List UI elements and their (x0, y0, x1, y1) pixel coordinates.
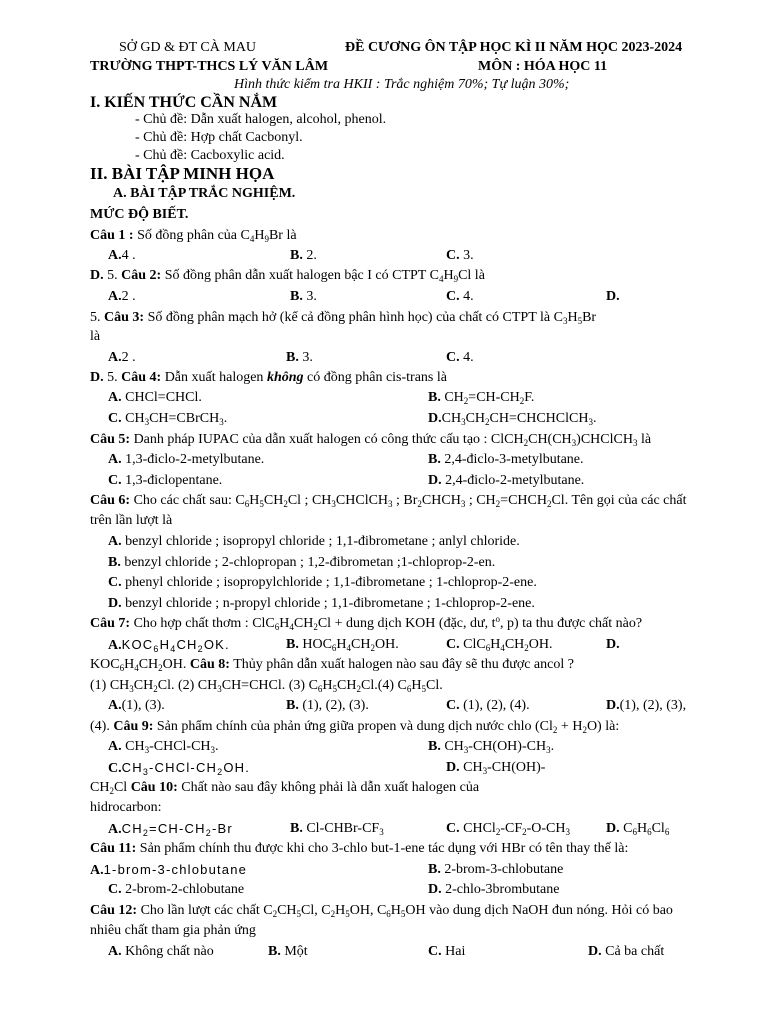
q5-option-b[interactable]: B. 2,4-điclo-3-metylbutane. (428, 452, 584, 467)
topic-2: - Chủ đề: Hợp chất Cacbonyl. (135, 130, 303, 145)
q7-option-b[interactable]: B. $HOC_6H_4CH_2OH$. (286, 637, 399, 653)
q12-option-a[interactable]: A. Không chất nào (108, 944, 214, 959)
q7-option-a[interactable]: $A.KOC_6H_4CH_2OK$. (108, 637, 230, 654)
question-3: 5. Câu 3: Số đồng phân mạch hở (kể cả đồng phân hình học) của chất có CTPT là $C_3H_5Br$ (90, 310, 597, 326)
q6-option-c[interactable]: C. phenyl chloride ; isopropylchloride ; 1,1-đibrometane ; 1-chloprop-2-ene. (108, 575, 537, 590)
q9-option-a[interactable]: A. $CH_3-CHCl-CH_3$. (108, 739, 219, 755)
q6-line2: trên lần lượt là (90, 513, 173, 528)
header-dept: SỞ GD & ĐT CÀ MAU (119, 40, 257, 55)
q5-option-a[interactable]: A. 1,3-điclo-2-metylbutane. (108, 452, 265, 467)
q3-option-b[interactable]: B. 3. (286, 350, 313, 365)
q9-option-b[interactable]: B. $CH_3-CH(OH)-CH_3$. (428, 739, 555, 755)
q8-option-d[interactable]: D.(1), (2), (3), (606, 698, 687, 713)
q9-option-c[interactable]: $C.CH_3-CHCl-CH_2OH$. (108, 760, 251, 777)
q9-option-d[interactable]: D. $CH_3-CH(OH)-$ (446, 760, 546, 776)
header-subject: MÔN : HÓA HỌC 11 (478, 59, 608, 74)
q12-line2: nhiêu chất tham gia phản ứng (90, 923, 256, 938)
q4-option-a[interactable]: A. CHCl=CHCl. (108, 390, 202, 405)
section1-heading: I. KIẾN THỨC CẦN NẮM (90, 94, 278, 111)
q2-option-c[interactable]: C. 4. (446, 289, 474, 304)
header-school: TRƯỜNG THPT-THCS LÝ VĂN LÂM (90, 59, 329, 74)
question-8: $KOC_6H_4CH_2OH$. Câu 8: Thủy phân dẫn xuất halogen nào sau đây sẽ thu được ancol ? (90, 657, 574, 673)
q4-option-b[interactable]: B. $CH_2=CH-CH_2F$. (428, 390, 535, 406)
q6-option-d[interactable]: D. benzyl chloride ; n-propyl chloride ; 1,1-đibrometane ; 1-chloprop-2-ene. (108, 596, 535, 611)
question-1: Câu 1 : Số đồng phân của $C_4H_9Br$ là (90, 228, 297, 244)
q7-option-d-label[interactable]: D. (606, 637, 620, 652)
section2-sub: A. BÀI TẬP TRẮC NGHIỆM. (113, 186, 296, 201)
q10-option-a[interactable]: $A.CH_2=CH-CH_2-Br$ (108, 821, 233, 838)
q10-tail: hidrocarbon: (90, 800, 162, 815)
q10-option-d[interactable]: D. $C_6H_6Cl_6$ (606, 821, 670, 837)
q2-option-a[interactable]: A.2 . (108, 289, 136, 304)
q1-option-a[interactable]: A.4 . (108, 248, 136, 263)
q5-option-d[interactable]: D. 2,4-điclo-2-metylbutane. (428, 473, 585, 488)
q12-option-b[interactable]: B. Một (268, 944, 308, 959)
q8-list: (1) $CH_3CH_2Cl$. (2) $CH_3CH=CHCl$. (3) $C_6H_5CH_2Cl.(4)$ $C_6H_5Cl$. (90, 678, 443, 694)
q1-option-b[interactable]: B. 2. (290, 248, 317, 263)
question-2: D. 5. Câu 2: Số đồng phân dẫn xuất halogen bậc I có CTPT $C_4H_9Cl$ là (90, 268, 485, 284)
q11-option-c[interactable]: C. 2-brom-2-chlobutane (108, 882, 245, 897)
question-10: $CH_2Cl$ Câu 10: Chất nào sau đây không phải là dẫn xuất halogen của (90, 780, 480, 796)
q11-option-d[interactable]: D. 2-chlo-3brombutane (428, 882, 560, 897)
section2-heading: II. BÀI TẬP MINH HỌA (90, 164, 275, 183)
q2-option-b[interactable]: B. 3. (290, 289, 317, 304)
q8-option-a[interactable]: A.(1), (3). (108, 698, 165, 713)
question-9: (4). Câu 9: Sản phẩm chính của phản ứng giữa propen và dung dịch nước chlo $(Cl_2 + H_2O)$ là: (90, 719, 620, 735)
topic-3: - Chủ đề: Cacboxylic acid. (135, 148, 285, 163)
q12-option-d[interactable]: D. Cả ba chất (588, 944, 665, 959)
q3-option-c[interactable]: C. 4. (446, 350, 474, 365)
q3-tail: là (90, 329, 101, 344)
question-5: Câu 5: Danh pháp IUPAC của dẫn xuất halogen có công thức cấu tạo : $ClCH_2CH(CH_3)CHClCH_3$ là (90, 432, 652, 448)
header-format: Hình thức kiểm tra HKII : Trắc nghiệm 70%; Tự luận 30%; (234, 77, 570, 92)
q8-option-b[interactable]: B. (1), (2), (3). (286, 698, 369, 713)
question-7: Câu 7: Cho hợp chất thơm : $ClC_6H_4CH_2Cl$ + dung dịch KOH (đặc, dư, $t^o$, p) ta thu được chất nào? (90, 614, 643, 632)
q11-option-a[interactable]: A.1-brom-3-chlobutane (90, 862, 248, 878)
q10-option-b[interactable]: B. $Cl-CHBr-CF_3$ (290, 821, 384, 837)
q6-option-a[interactable]: A. benzyl chloride ; isopropyl chloride ; 1,1-đibrometane ; anlyl chloride. (108, 534, 520, 549)
question-12: Câu 12: Cho lần lượt các chất $C_2CH_5Cl$, $C_2H_5OH$, $C_6H_5OH$ vào dung dịch NaOH đun nóng. Hỏi có bao (90, 903, 673, 919)
q8-option-c[interactable]: C. (1), (2), (4). (446, 698, 530, 713)
question-4: D. 5. Câu 4: Dẫn xuất halogen không có đồng phân cis-trans là (90, 370, 447, 385)
header-title: ĐỀ CƯƠNG ÔN TẬP HỌC KÌ II NĂM HỌC 2023-2024 (345, 40, 683, 55)
q10-option-c[interactable]: C. $CHCl_2-CF_2-O-CH_3$ (446, 821, 570, 837)
level-heading: MỨC ĐỘ BIẾT. (90, 207, 189, 222)
question-11: Câu 11: Sản phẩm chính thu được khi cho 3-chlo but-1-ene tác dụng với HBr có tên thay thế là: (90, 841, 629, 856)
q1-option-c[interactable]: C. 3. (446, 248, 474, 263)
q3-option-a[interactable]: A.2 . (108, 350, 136, 365)
q2-option-d[interactable]: D. (606, 289, 620, 304)
q4-option-d[interactable]: $D.CH_3CH_2CH=CHCHClCH_3$. (428, 411, 597, 427)
q11-option-b[interactable]: B. 2-brom-3-chlobutane (428, 862, 564, 877)
q6-option-b[interactable]: B. benzyl chloride ; 2-chlopropan ; 1,2-đibrometan ;1-chloprop-2-en. (108, 555, 496, 570)
q5-option-c[interactable]: C. 1,3-điclopentane. (108, 473, 223, 488)
topic-1: - Chủ đề: Dẫn xuất halogen, alcohol, phenol. (135, 112, 387, 127)
q7-option-c[interactable]: C. $ClC_6H_4CH_2OH$. (446, 637, 553, 653)
q12-option-c[interactable]: C. Hai (428, 944, 466, 959)
question-6: Câu 6: Cho các chất sau: $C_6H_5CH_2Cl$ ; $CH_3CHClCH_3$ ; $Br_2CHCH_3$ ; $CH_2=CHCH_2Cl$. Tên gọi của các chất (90, 493, 687, 509)
q4-option-c[interactable]: C. $CH_3CH=CBrCH_3$. (108, 411, 228, 427)
